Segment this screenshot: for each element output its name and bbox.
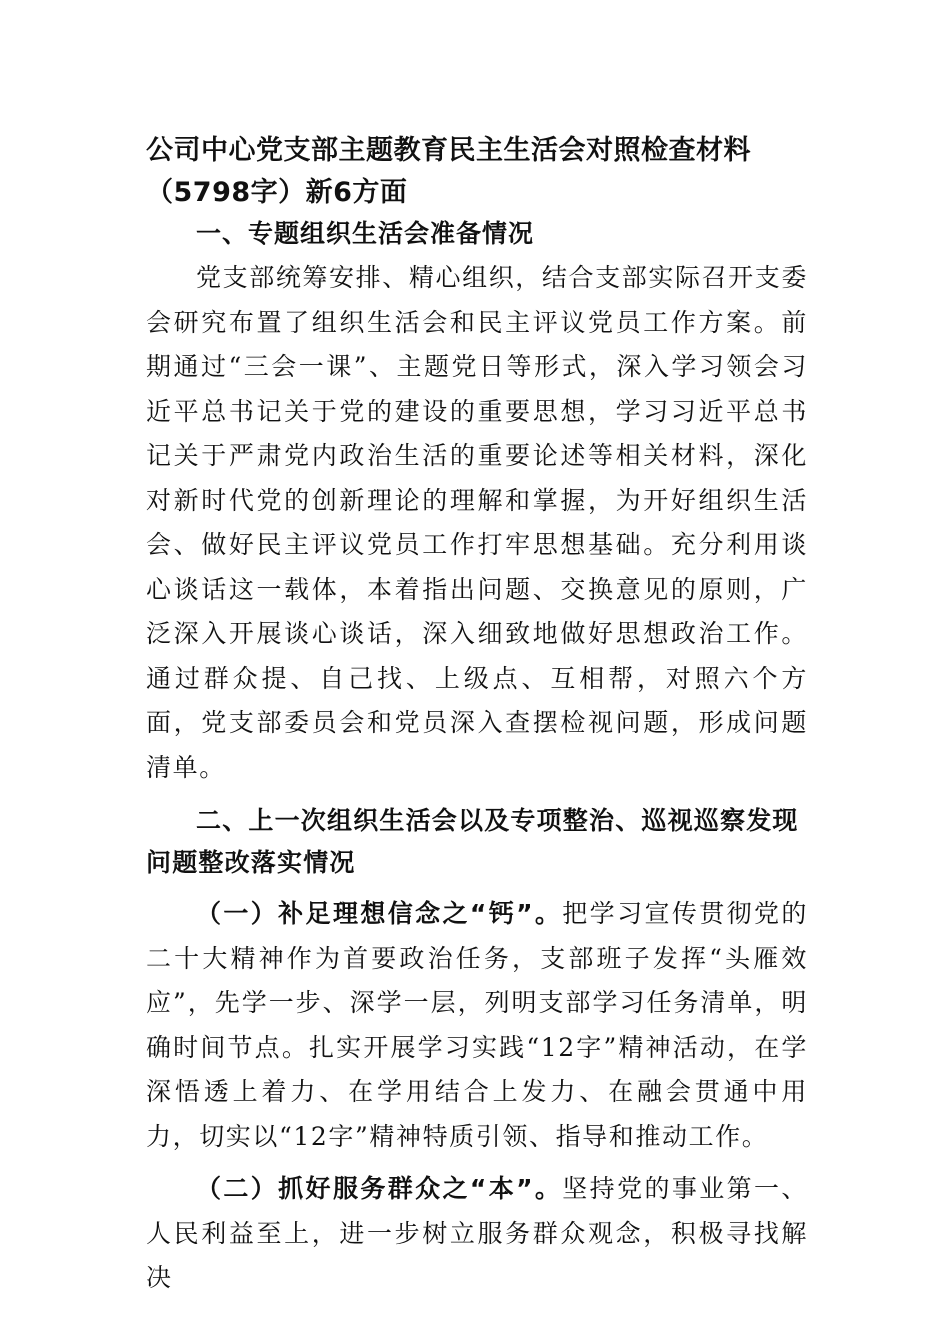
document-title: 公司中心党支部主题教育民主生活会对照检查材料（5798字）新6方面 <box>146 135 751 208</box>
section-heading-rectification: 二、上一次组织生活会以及专项整治、巡视巡察发现问题整改落实情况 <box>146 806 799 877</box>
item-text-service: 坚持党的事业第一、人民利益至上，进一步树立服务群众观念，积极寻找解决 <box>146 1174 808 1292</box>
rectification-item-service <box>146 1167 808 1301</box>
item-text-ideals: 把学习宣传贯彻党的二十大精神作为首要政治任务，支部班子发挥“头雁效应”，先学一步、深学一层，列明支部学习任务清单，明确时间节点。扎实开展学习实践“12字”精神活动，在学深悟透上着力、在学用结合上发力、在融会贯通中用力，切实以“12字”精神特质引领、指导和推动工作。 <box>146 899 808 1151</box>
item-lead-service: （二）抓好服务群众之“本”。 <box>196 1174 563 1203</box>
section-heading-preparation: 一、专题组织生活会准备情况 <box>196 219 535 248</box>
preparation-paragraph: 党支部统筹安排、精心组织，结合支部实际召开支委会研究布置了组织生活会和民主评议党员工作方案。前期通过“三会一课”、主题党日等形式，深入学习领会习近平总书记关于党的建设的重要思想，学习习近平总书记关于严肃党内政治生活的重要论述等相关材料，深化对新时代党的创新理论的理解和掌握，为开好组织生活会、做好民主评议党员工作打牢思想基础。充分利用谈心谈话这一载体，本着指出问题、交换意见的原则，广泛深入开展谈心谈话，深入细致地做好思想政治工作。通过群众提、自己找、上级点、互相帮，对照六个方面，党支部委员会和党员深入查摆检视问题，形成问题清单。 <box>146 263 808 782</box>
item-lead-ideals: （一）补足理想信念之“钙”。 <box>196 899 563 928</box>
document-body <box>146 212 808 1301</box>
rectification-item-ideals <box>146 892 808 1159</box>
